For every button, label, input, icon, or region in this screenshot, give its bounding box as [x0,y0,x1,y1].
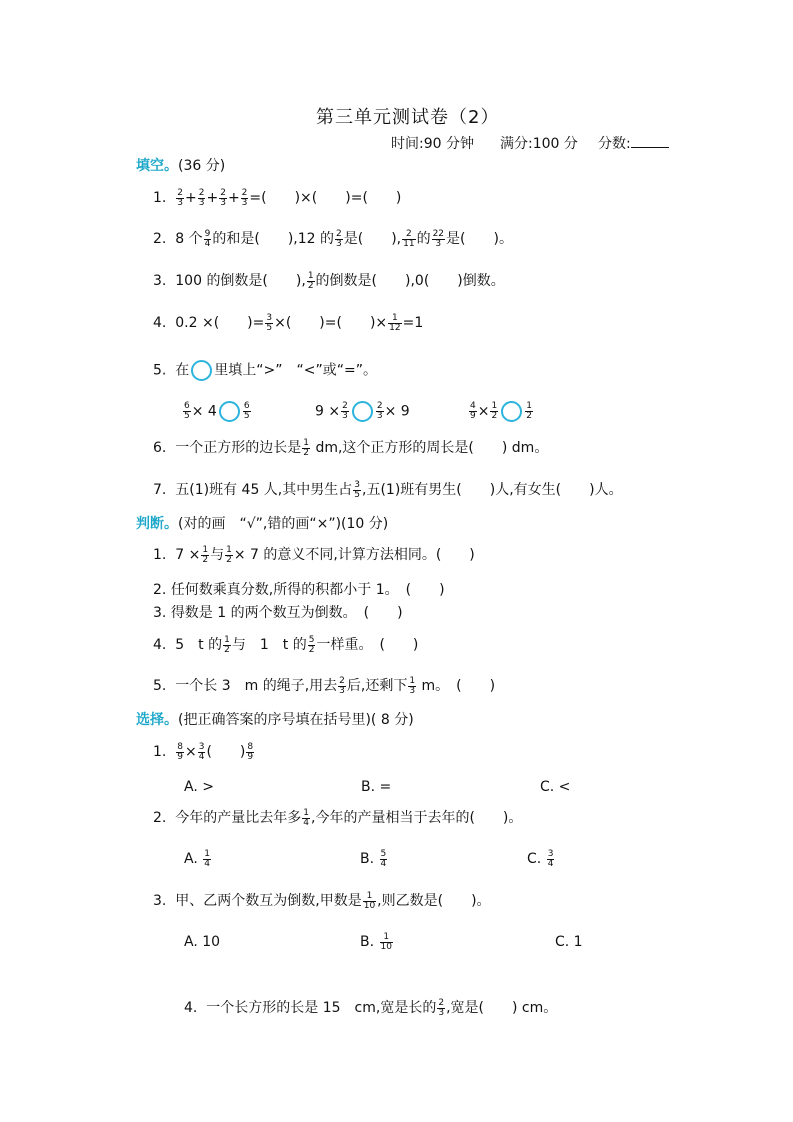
fill-q5-expr3: $\frac{4}{9}$ × $\frac{1}{2}$ $\frac{1}{2}$ [470,401,532,421]
fill-q5-expr1: $\frac{6}{5}$ × 4 $\frac{6}{5}$ [184,401,250,421]
choice-q2: 2. 今年的产量比去年多 $\frac{1}{4}$ ,今年的产量相当于去年的( )。 [153,807,523,828]
score-label: 分数: [598,133,669,153]
section-choice: 选择。(把正确答案的序号填在括号里)( 8 分) [136,712,414,728]
choice-q1-option-b[interactable]: B. = [361,779,392,795]
fill-q5-expr2: 9 × $\frac{2}{3}$ $\frac{2}{3}$ × 9 [315,401,410,421]
fill-q2: 2. 8 个 $\frac{9}{4}$ 的和是( ),12 的 $\frac{2}{3}$ 是( ), $\frac{2}{11}$ 的 $\frac{22}{3}$ 是( )。 [153,228,513,249]
choice-q1: 1. $\frac{8}{9}$ × $\frac{3}{4}$ ( ) $\frac{8}{9}$ [153,741,254,762]
full-score: 满分:100 分 [500,136,578,152]
compare-circle-icon [191,360,212,381]
fill-q1: 1. $\frac{2}{3}$ + $\frac{2}{3}$ + $\frac{2}{3}$ + $\frac{2}{3}$ =( )×( )=( ) [153,187,402,208]
compare-circle-1[interactable] [219,401,240,422]
choice-q3-option-c[interactable]: C. 1 [555,934,583,950]
choice-q3-option-a[interactable]: A. 10 [184,934,221,950]
choice-q1-option-a[interactable]: A. > [184,779,214,795]
time-limit: 时间:90 分钟 [391,136,474,152]
choice-q3-option-b[interactable]: B. $\frac{1}{10}$ [360,931,392,952]
judge-q4: 4. 5 t 的 $\frac{1}{2}$ 与 1 t 的 $\frac{5}{2}$ 一样重。 ( ) [153,634,419,655]
score-blank[interactable] [631,135,669,148]
compare-circle-3[interactable] [501,401,522,422]
choice-q1-option-c[interactable]: C. < [540,779,571,795]
choice-q2-option-b[interactable]: B. $\frac{5}{4}$ [360,848,387,869]
judge-q1: 1. 7 × $\frac{1}{2}$ 与 $\frac{1}{2}$ × 7 的意义不同,计算方法相同。( ) [153,544,475,565]
section-judge: 判断。(对的画 “√”,错的画“×”)(10 分) [136,516,389,532]
page-title: 第三单元测试卷（2） [316,107,500,128]
choice-q4: 4. 一个长方形的长是 15 cm,宽是长的 $\frac{2}{3}$ ,宽是( ) cm。 [184,997,558,1018]
fill-q4: 4. 0.2 ×( )= $\frac{3}{5}$ ×( )=( )× $\frac{1}{12}$ =1 [153,312,424,333]
fill-q7: 7. 五(1)班有 45 人,其中男生占 $\frac{3}{5}$ ,五(1)班有男生( )人,有女生( )人。 [153,479,623,500]
choice-q2-option-a[interactable]: A. $\frac{1}{4}$ [184,848,210,869]
fill-q5: 5. 在 里填上“>” “<”或“=”。 [153,360,377,381]
fill-q6: 6. 一个正方形的边长是 $\frac{1}{2}$ dm,这个正方形的周长是( ) dm。 [153,437,549,458]
judge-q2: 2. 任何数乘真分数,所得的积都小于 1。 ( ) [153,582,445,598]
fill-q3: 3. 100 的倒数是( ), $\frac{1}{2}$ 的倒数是( ),0( )倒数。 [153,270,505,291]
judge-q5: 5. 一个长 3 m 的绳子,用去 $\frac{2}{3}$ 后,还剩下 $\frac{1}{3}$ m。 ( ) [153,675,496,696]
judge-q3: 3. 得数是 1 的两个数互为倒数。 ( ) [153,605,403,621]
choice-q2-option-c[interactable]: C. $\frac{3}{4}$ [527,848,554,869]
compare-circle-2[interactable] [352,401,373,422]
choice-q3: 3. 甲、乙两个数互为倒数,甲数是 $\frac{1}{10}$ ,则乙数是( )。 [153,890,491,911]
section-fill: 填空。(36 分) [136,158,226,174]
